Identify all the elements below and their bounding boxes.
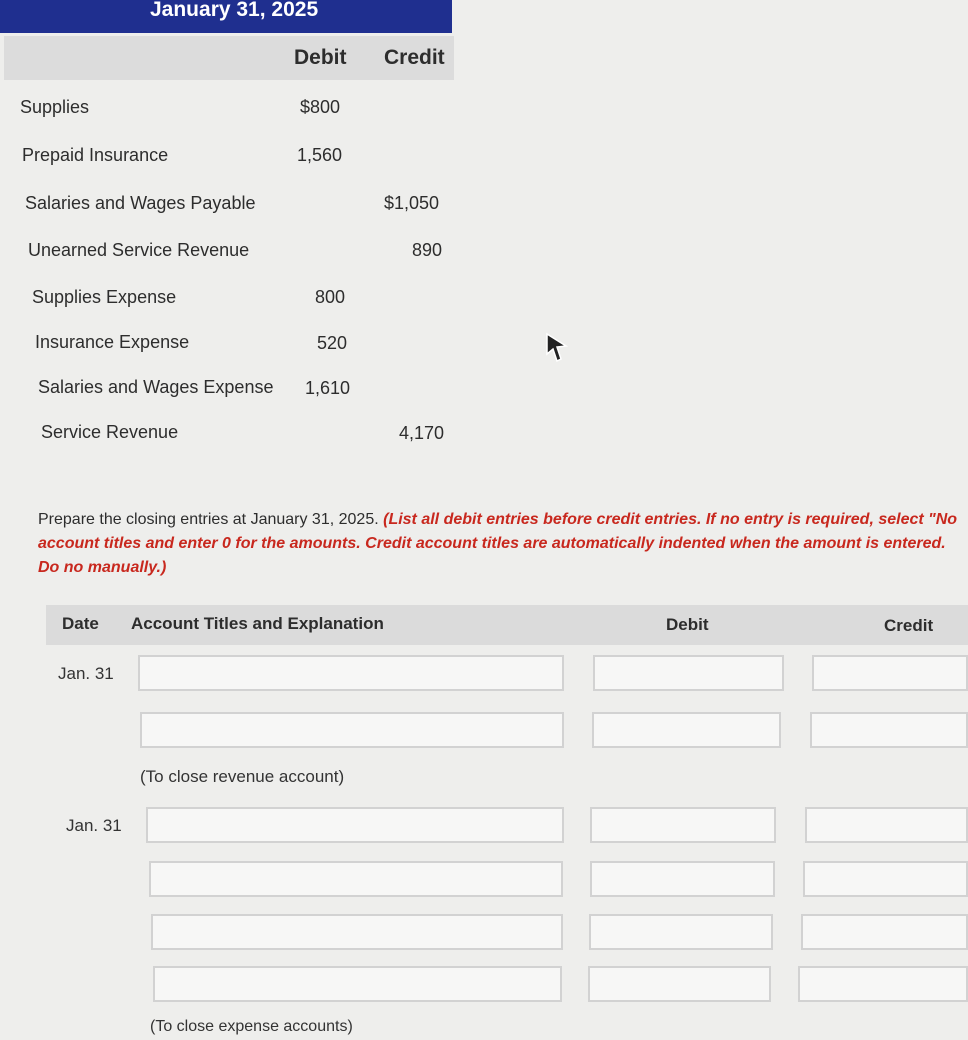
trial-balance-date: January 31, 2025 (150, 0, 319, 21)
credit-amount-input[interactable] (805, 807, 968, 843)
account-name: Unearned Service Revenue (28, 240, 250, 260)
credit-amount: 890 (412, 240, 443, 260)
entry-date: Jan. 31 (58, 664, 114, 683)
account-title-input[interactable] (140, 712, 564, 748)
credit-column-header: Credit (884, 616, 934, 635)
debit-amount-input[interactable] (588, 966, 771, 1002)
credit-amount: 4,170 (399, 423, 445, 443)
account-name: Service Revenue (41, 422, 179, 442)
debit-amount-input[interactable] (589, 914, 773, 950)
credit-amount-input[interactable] (810, 712, 968, 748)
account-title-input[interactable] (153, 966, 562, 1002)
account-title-input[interactable] (151, 914, 563, 950)
account-name: Insurance Expense (35, 332, 190, 352)
debit-amount: 1,610 (305, 378, 351, 398)
debit-amount-input[interactable] (590, 807, 776, 843)
instructions (38, 508, 968, 580)
entry-explanation: (To close expense accounts) (150, 1018, 353, 1035)
debit-amount-input[interactable] (592, 712, 781, 748)
credit-amount-input[interactable] (812, 655, 968, 691)
debit-column-header: Debit (666, 615, 709, 634)
debit-amount: 800 (315, 287, 346, 307)
entry-explanation: (To close revenue account) (140, 767, 345, 786)
credit-amount: $1,050 (384, 193, 440, 213)
credit-column-header: Credit (384, 46, 445, 69)
debit-amount: 520 (317, 333, 348, 353)
account-title-input[interactable] (146, 807, 564, 843)
date-banner (0, 0, 452, 33)
debit-amount: 1,560 (297, 145, 343, 165)
account-title-input[interactable] (149, 861, 563, 897)
entry-date: Jan. 31 (66, 816, 122, 835)
account-name: Salaries and Wages Expense (38, 377, 274, 397)
debit-amount-input[interactable] (590, 861, 775, 897)
account-name: Salaries and Wages Payable (25, 193, 256, 213)
credit-amount-input[interactable] (803, 861, 968, 897)
credit-amount-input[interactable] (798, 966, 968, 1002)
instructions-text: Prepare the closing entries at January 31, 2025. (38, 511, 384, 528)
debit-amount: $800 (300, 97, 341, 117)
account-title-input[interactable] (138, 655, 564, 691)
instructions-emphasis: (List all debit entries before credit entries. If no entry is required, select "No account titles and enter 0 for the amounts. Credit account titles are automatically indented when the amount is entered. Do no manually.) (38, 511, 958, 576)
mouse-cursor-icon (544, 332, 570, 364)
date-column-header: Date (62, 614, 99, 633)
account-name: Supplies Expense (32, 287, 177, 307)
debit-amount-input[interactable] (593, 655, 784, 691)
credit-amount-input[interactable] (801, 914, 968, 950)
debit-column-header: Debit (294, 46, 347, 69)
account-column-header: Account Titles and Explanation (131, 614, 384, 633)
account-name: Prepaid Insurance (22, 145, 169, 165)
account-name: Supplies (20, 97, 90, 117)
